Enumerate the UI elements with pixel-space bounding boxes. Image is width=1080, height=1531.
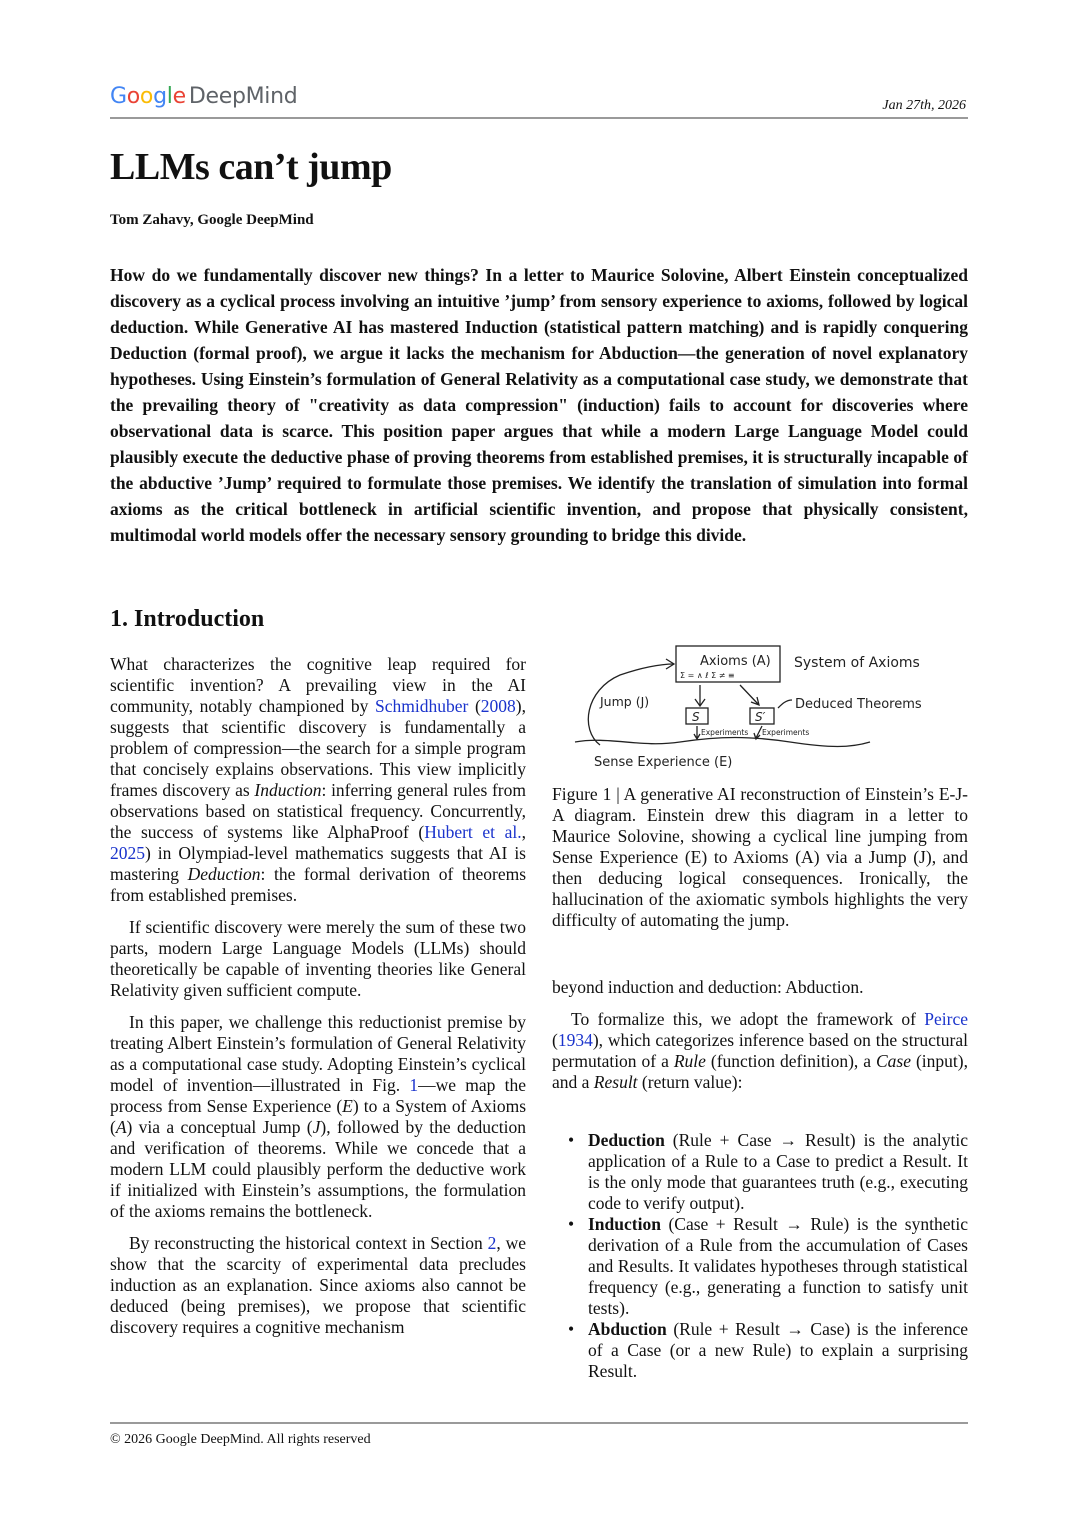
axioms-symbols: Σ = ∧ ℓ Σ ≠ ≡	[680, 671, 735, 680]
system-of-axioms-label: System of Axioms	[794, 655, 920, 671]
paragraph-1: What characterizes the cognitive leap required for scientific invention? A prevailing view in the AI community, notably championed by Schmidhuber (2008), suggests that scientific discovery is fundamentally a problem of compression—the search for a simple program that concisely explains observations. This view implicitly frames discovery as Induction: inferring general rules from observations based on statistical frequency. Concurrently, the success of systems like AlphaProof (Hubert et al., 2025) in Olympiad-level mathematics suggests that AI is mastering Deduction: the formal derivation of theorems from established premises.	[110, 654, 527, 905]
citation-year-link[interactable]: 2008	[480, 696, 516, 716]
header-divider	[110, 117, 968, 119]
experiment-arrow-right	[754, 726, 762, 739]
footer-divider	[110, 1422, 968, 1424]
citation-year-link[interactable]: 2025	[110, 843, 145, 863]
sense-experience-label: Sense Experience (E)	[594, 755, 733, 770]
paragraph-6: To formalize this, we adopt the framework of Peirce (1934), which categorizes inference based on the structural permutation of a Rule (function definition), a Case (input), and a Result (return value):	[552, 1009, 968, 1092]
axioms-label: Axioms (A)	[700, 654, 771, 669]
eja-diagram-figure	[570, 640, 950, 775]
deepmind-wordmark: DeepMind	[188, 84, 298, 109]
list-item: • Abduction (Rule + Result → Case) is the inference of a Case (or a new Rule) to explain a surprising Result.	[568, 1319, 968, 1381]
google-deepmind-logo: Google DeepMind	[110, 84, 298, 109]
citation-year-link[interactable]: 1934	[557, 1030, 593, 1050]
paragraph-2: If scientific discovery were merely the sum of these two parts, modern Large Language Models (LLMs) should theoretically be capable of inventing theories like General Relativity given sufficient compute.	[110, 917, 526, 1000]
copyright-footer: © 2026 Google DeepMind. All rights reserved	[110, 1432, 371, 1447]
paper-authors: Tom Zahavy, Google DeepMind	[110, 212, 314, 228]
publication-date: Jan 27th, 2026	[882, 98, 966, 113]
sense-experience-line	[575, 738, 870, 747]
deduction-arrow-right	[740, 685, 759, 705]
citation-link[interactable]: Peirce	[924, 1009, 968, 1029]
jump-label: Jump (J)	[600, 694, 650, 709]
theorem-pointer	[778, 700, 792, 708]
s-label: S	[692, 710, 700, 724]
s-prime-label: S′	[755, 710, 766, 724]
paper-title: LLMs can’t jump	[110, 146, 392, 188]
abstract: How do we fundamentally discover new things? In a letter to Maurice Solovine, Albert Einstein conceptualized discovery as a cyclical process involving an intuitive ’jump’ from sensory experience to axioms, followed by logical deduction. While Generative AI has mastered Induction (statistical pattern matching) and is rapidly conquering Deduction (formal proof), we argue it lacks the mechanism for Abduction—the generation of novel explanatory hypotheses. Using Einstein’s formulation of General Relativity as a computational case study, we demonstrate that the prevailing theory of "creativity as data compression" (induction) fails to account for discoveries where observational data is scarce. This position paper argues that while a modern Large Language Model could plausibly execute the deductive phase of proving theorems from established premises, it is structurally incapable of the abductive ’Jump’ required to formulate those premises. We identify the translation of simulation into formal axioms as the critical bottleneck in artificial scientific invention, and propose that physically consistent, multimodal world models offer the necessary sensory grounding to bridge this divide.	[110, 265, 968, 545]
figure-ref-link[interactable]: 1	[409, 1075, 419, 1095]
section-ref-link[interactable]: 2	[487, 1233, 497, 1253]
paragraph-4: By reconstructing the historical context in Section 2, we show that the scarcity of experimental data precludes induction as an explanation. Since axioms also cannot be deduced (being premises), we propose that scientific discovery requires a cognitive mechanism	[110, 1233, 527, 1337]
paragraph-5: beyond induction and deduction: Abduction.	[552, 977, 864, 997]
figure-caption: Figure 1 | A generative AI reconstruction of Einstein’s E-J-A diagram. Einstein drew this diagram in a letter to Maurice Solovine, showing a cyclical line jumping from Sense Experience (E) to Axioms (A) via a Jump (J), and then deducing logical consequences. Ironically, the hallucination of the axiomatic symbols highlights the very difficulty of automating the jump.	[552, 784, 968, 930]
inference-types-list	[568, 1130, 968, 1382]
experiments-label-right: Experiments	[762, 728, 810, 737]
left-column	[110, 654, 526, 1349]
deduction-arrow-left	[695, 685, 705, 706]
deduced-theorems-label: Deduced Theorems	[795, 697, 922, 712]
list-item: • Deduction (Rule + Case → Result) is the analytic application of a Rule to a Case to predict a Result. It is the only mode that guarantees truth (e.g., executing code to verify output).	[568, 1130, 968, 1213]
paragraph-3: In this paper, we challenge this reductionist premise by treating Albert Einstein’s formulation of General Relativity as a computational case study. Adopting Einstein’s cyclical model of invention—illustrated in Fig. 1—we map the process from Sense Experience (E) to a System of Axioms (A) via a conceptual Jump (J), followed by the deduction and verification of theorems. While we concede that a modern LLM could plausibly perform the deductive work if initialized with Einstein’s assumptions, the formulation of the axioms remains the bottleneck.	[110, 1012, 526, 1221]
list-item: • Induction (Case + Result → Rule) is the synthetic derivation of a Rule from the accumulation of Cases and Results. It validates hypotheses through statistical frequency (e.g., generating a function to satisfy unit tests).	[568, 1214, 968, 1318]
experiments-label-left: Experiments	[701, 728, 749, 737]
citation-link[interactable]: Hubert et al.	[424, 822, 522, 842]
citation-link[interactable]: Schmidhuber	[375, 696, 469, 716]
section-heading: 1. Introduction	[110, 606, 265, 632]
right-column	[552, 977, 968, 1104]
experiment-arrow-left	[694, 726, 700, 739]
